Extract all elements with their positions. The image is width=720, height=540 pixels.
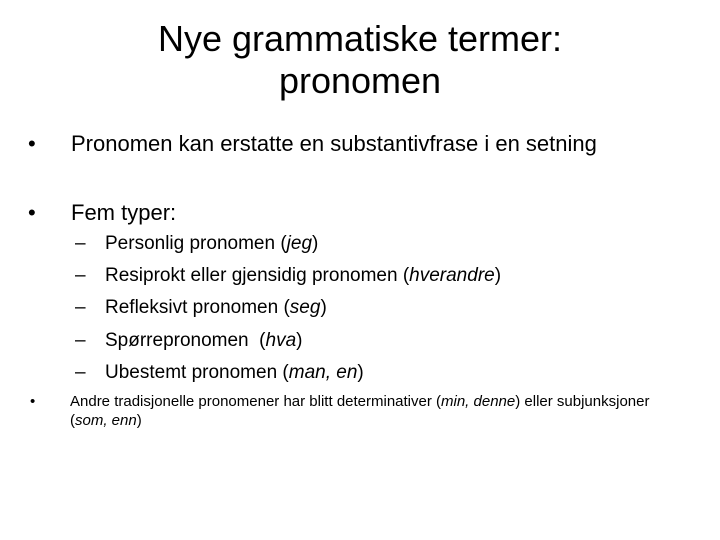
sub-item-text-part: ) — [320, 297, 327, 318]
bullet-item-andre-pronomener — [30, 392, 680, 430]
sub-item-text-part: ) — [494, 265, 502, 286]
slide-title — [60, 18, 660, 102]
sub-item-text — [105, 362, 635, 384]
sub-item-text-part: ) — [357, 362, 364, 383]
bullet-example: som, enn — [75, 412, 137, 429]
sub-item-example: seg — [289, 297, 321, 318]
bullet-text — [70, 392, 680, 430]
bullet-icon: • — [28, 200, 36, 225]
dash-icon: – — [75, 233, 86, 254]
dash-icon: – — [75, 297, 86, 318]
title-line-1: Nye grammatiske termer: — [157, 18, 563, 59]
bullet-text-part: Andre tradisjonelle pronomener har blitt determinativer ( — [70, 393, 442, 410]
dash-icon: – — [75, 330, 86, 351]
sub-item-personlig — [75, 233, 635, 255]
sub-item-sporrepronomen — [75, 330, 635, 352]
sub-item-text-part: Personlig pronomen ( — [105, 233, 287, 254]
bullet-example: min, denne — [441, 393, 516, 410]
sub-item-text — [105, 265, 635, 287]
sub-item-text-part: Spørrepronomen ( — [105, 330, 266, 351]
bullet-icon: • — [28, 131, 36, 156]
bullet-item-pronomen-definition — [28, 130, 638, 157]
sub-item-resiprokt — [75, 265, 635, 287]
sub-item-text — [105, 233, 635, 255]
sub-item-example: man, en — [288, 362, 358, 383]
title-line-2: pronomen — [278, 60, 442, 101]
sub-item-example: jeg — [286, 233, 313, 254]
bullet-icon: • — [30, 393, 36, 410]
bullet-item-fem-typer — [28, 199, 638, 226]
sub-item-text-part: Ubestemt pronomen ( — [105, 362, 289, 383]
bullet-text-part: ) eller subjunksjoner ( — [70, 393, 650, 429]
sub-item-text-part: Resiprokt eller gjensidig pronomen ( — [105, 265, 410, 286]
dash-icon: – — [75, 265, 86, 286]
sub-item-ubestemt — [75, 362, 635, 384]
dash-icon: – — [75, 362, 86, 383]
bullet-text: Pronomen kan erstatte en substantivfrase i en setning — [71, 131, 597, 156]
bullet-text-part: ) — [136, 412, 142, 429]
bullet-text: Fem typer: — [71, 200, 177, 225]
sub-item-example: hva — [265, 330, 297, 351]
sub-item-text-part: Refleksivt pronomen ( — [105, 297, 290, 318]
sub-item-text-part: ) — [296, 330, 303, 351]
sub-item-text — [105, 297, 635, 319]
sub-item-refleksivt — [75, 297, 635, 319]
sub-item-text-part: ) — [312, 233, 319, 254]
sub-item-example: hverandre — [409, 265, 495, 286]
sub-item-text — [105, 330, 635, 352]
